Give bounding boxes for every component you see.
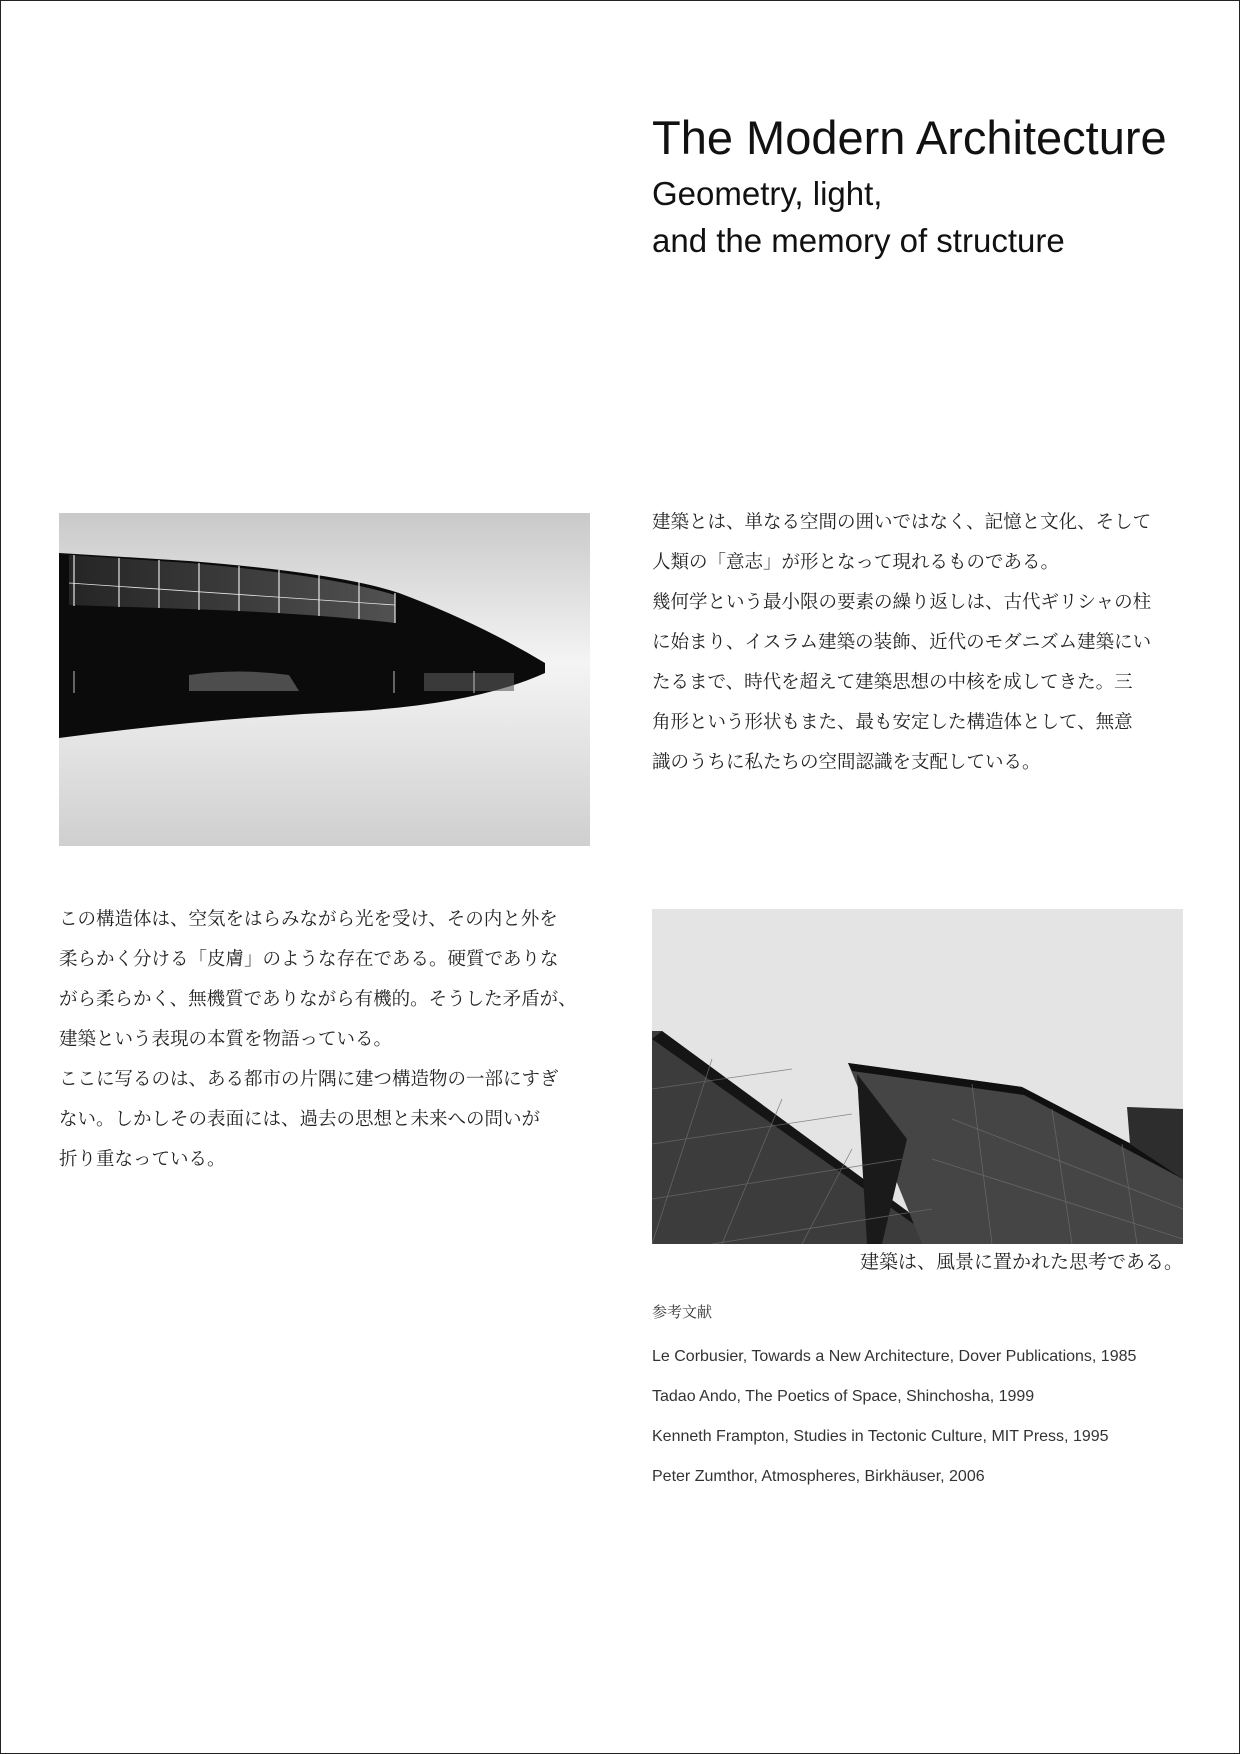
subtitle-line-1: Geometry, light, <box>652 175 883 212</box>
references <box>652 1299 1212 1497</box>
page-title: The Modern Architecture <box>652 111 1167 164</box>
text-line: 建築という表現の本質を物語っている。 <box>59 1029 393 1050</box>
subtitle-line-2: and the memory of structure <box>652 222 1065 259</box>
reference-item: Peter Zumthor, Atmospheres, Birkhäuser, 2006 <box>652 1468 985 1485</box>
building-photo-curved <box>59 513 590 846</box>
text-line: ここに写るのは、ある都市の片隅に建つ構造物の一部にすぎ <box>59 1069 559 1090</box>
text-line: 柔らかく分ける「皮膚」のような存在である。硬質でありな <box>59 949 559 970</box>
photo-caption: 建築は、風景に置かれた思考である。 <box>859 1251 1183 1273</box>
text-line: 折り重なっている。 <box>59 1149 226 1170</box>
text-line: 幾何学という最小限の要素の繰り返しは、古代ギリシャの柱 <box>652 592 1152 613</box>
text-line: この構造体は、空気をはらみながら光を受け、その内と外を <box>59 909 558 930</box>
text-line: 建築とは、単なる空間の囲いではなく、記憶と文化、そして <box>652 512 1152 533</box>
building-photo-sawtooth <box>652 909 1183 1244</box>
text-line: ない。しかしその表面には、過去の思想と未来への問いが <box>59 1109 541 1130</box>
text-line: 識のうちに私たちの空間認識を支配している。 <box>652 752 1041 773</box>
text-line: 人類の「意志」が形となって現れるものである。 <box>652 552 1060 573</box>
references-heading: 参考文献 <box>652 1303 713 1321</box>
reference-item: Kenneth Frampton, Studies in Tectonic Culture, MIT Press, 1995 <box>652 1428 1109 1445</box>
title-block <box>652 106 1212 264</box>
text-line: に始まり、イスラム建築の装飾、近代のモダニズム建築にい <box>652 632 1152 653</box>
second-paragraph <box>59 900 599 1180</box>
reference-item: Le Corbusier, Towards a New Architecture, Dover Publications, 1985 <box>652 1348 1137 1365</box>
text-line: がら柔らかく、無機質でありながら有機的。そうした矛盾が、 <box>59 989 577 1010</box>
text-line: 角形という形状もまた、最も安定した構造体として、無意 <box>652 712 1133 733</box>
reference-item: Tadao Ando, The Poetics of Space, Shinchosha, 1999 <box>652 1388 1035 1405</box>
intro-paragraph <box>652 503 1192 783</box>
text-line: たるまで、時代を超えて建築思想の中核を成してきた。三 <box>652 672 1133 693</box>
